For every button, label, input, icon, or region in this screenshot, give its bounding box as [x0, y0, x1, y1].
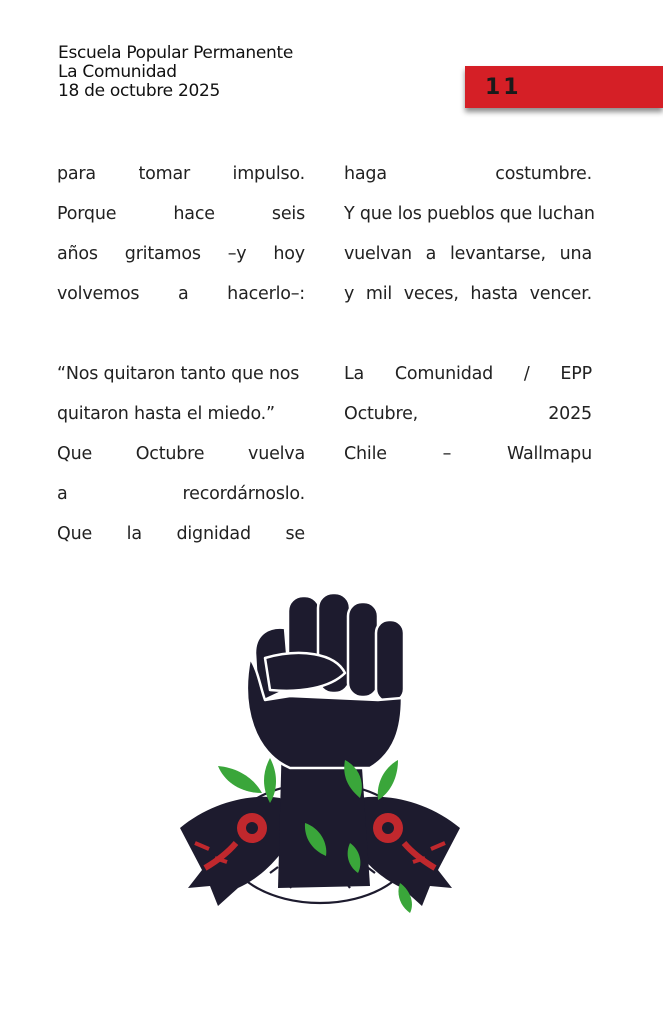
publication-date: 18 de octubre 2025 [58, 81, 221, 101]
word: haga [344, 164, 387, 184]
word: una [559, 244, 592, 264]
text-line [57, 234, 305, 274]
word: y [344, 284, 355, 304]
word: levantarse, [450, 244, 546, 264]
word: a [177, 284, 189, 304]
text-line [344, 154, 592, 194]
word: veces, [403, 284, 459, 304]
raised-fist-illustration [170, 588, 470, 928]
text-line [344, 194, 595, 234]
text-line [57, 434, 305, 474]
word: dignidad [176, 524, 251, 544]
word: mil [365, 284, 393, 304]
word: 2025 [548, 404, 592, 424]
page-number: 11 [485, 75, 522, 100]
word: Porque [57, 204, 117, 224]
school-name: Escuela Popular Permanente [58, 43, 293, 63]
word: – [442, 444, 452, 464]
text-line [57, 474, 305, 514]
page-number-badge [465, 66, 663, 108]
word: hacerlo–: [227, 284, 305, 304]
text-line [344, 234, 592, 274]
word: vuelva [248, 444, 305, 464]
text-line [57, 194, 305, 234]
word: / [523, 364, 530, 384]
word: Wallmapu [506, 444, 592, 464]
text-line [57, 314, 305, 354]
text-line [57, 394, 305, 434]
word: Comunidad [394, 364, 494, 384]
word: quitaron hasta el miedo.” [57, 404, 275, 424]
word: EPP [560, 364, 592, 384]
word: hasta [470, 284, 518, 304]
word: para [57, 164, 96, 184]
text-line [344, 434, 592, 474]
word: Octubre, [344, 404, 418, 424]
page-header [58, 44, 293, 101]
word: a [57, 484, 68, 504]
word: Chile [344, 444, 387, 464]
text-line [344, 274, 592, 314]
word: hoy [273, 244, 305, 264]
word: la [126, 524, 142, 544]
word: Que [57, 524, 93, 544]
word: años [57, 244, 98, 264]
word: hace [173, 204, 215, 224]
word: tomar [138, 164, 191, 184]
word: seis [271, 204, 305, 224]
word: volvemos [57, 284, 140, 304]
text-line [344, 314, 592, 354]
text-line [57, 514, 305, 554]
word: La [344, 364, 365, 384]
word: recordárnoslo. [182, 484, 305, 504]
community-name: La Comunidad [58, 62, 177, 82]
right-text-column [344, 154, 595, 474]
word: Que [57, 444, 93, 464]
word: costumbre. [495, 164, 592, 184]
word: impulso. [232, 164, 305, 184]
text-line [344, 394, 592, 434]
text-line [57, 154, 305, 194]
word: “Nos quitaron tanto que nos [57, 364, 300, 384]
word: –y [227, 244, 247, 264]
fist [247, 593, 404, 768]
word: vuelvan [344, 244, 412, 264]
word: gritamos [124, 244, 201, 264]
word: Octubre [135, 444, 205, 464]
word: vencer. [529, 284, 592, 304]
text-line [57, 274, 305, 314]
word: se [285, 524, 305, 544]
word: Y que los pueblos que luchan [344, 204, 595, 224]
text-line [344, 354, 592, 394]
text-line [57, 354, 305, 394]
left-text-column [57, 154, 305, 554]
word: a [425, 244, 437, 264]
